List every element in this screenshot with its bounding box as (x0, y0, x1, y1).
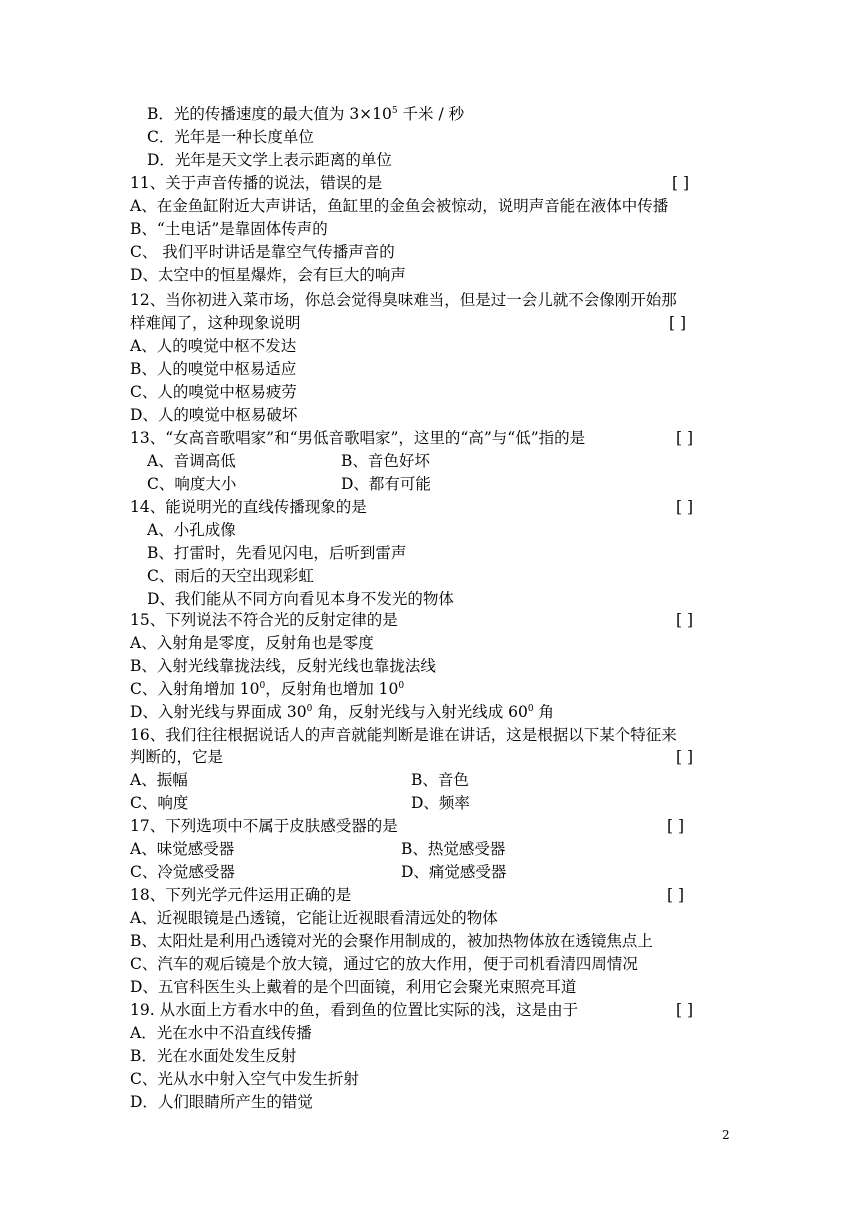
q15-option-d: D、入射光线与界面成 $30^0$ 角，反射光线与入射光线成 $60^0$ 角 (130, 703, 555, 721)
q19-option-d: D．人们眼睛所产生的错觉 (130, 1093, 313, 1111)
q13-option-d: D、都有可能 (341, 475, 431, 493)
q12-stem-line2: 样难闻了，这种现象说明 (130, 314, 301, 332)
page-number: 2 (722, 1128, 730, 1142)
q13-option-b: B、音色好坏 (341, 452, 430, 470)
q16-option-a: A、振幅 (130, 771, 188, 789)
q18-option-d: D、五官科医生头上戴着的是个凹面镜，利用它会聚光束照亮耳道 (130, 978, 577, 996)
q19-answer-bracket: [ ] (676, 1001, 694, 1019)
q11-answer-bracket: [ ] (672, 174, 690, 192)
q19-option-c: C、光从水中射入空气中发生折射 (130, 1070, 359, 1088)
q12-option-d: D、人的嗅觉中枢易破坏 (130, 406, 298, 424)
q11-option-d: D、太空中的恒星爆炸，会有巨大的响声 (130, 266, 406, 284)
q11-option-c: C、 我们平时讲话是靠空气传播声音的 (130, 243, 395, 261)
q18-answer-bracket: [ ] (667, 886, 685, 904)
q19-stem: 19. 从水面上方看水中的鱼，看到鱼的位置比实际的浅，这是由于 (130, 1001, 579, 1019)
q16-option-d: D、频率 (411, 794, 470, 812)
q13-option-c: C、响度大小 (147, 475, 237, 493)
q14-option-b: B、打雷时，先看见闪电，后听到雷声 (147, 544, 407, 562)
q13-answer-bracket: [ ] (676, 429, 694, 447)
q17-option-b: B、热觉感受器 (401, 840, 506, 858)
q12-option-c: C、人的嗅觉中枢易疲劳 (130, 383, 297, 401)
q17-answer-bracket: [ ] (667, 817, 685, 835)
q14-option-d: D、我们能从不同方向看见本身不发光的物体 (147, 590, 454, 608)
q19-option-a: A．光在水中不沿直线传播 (130, 1024, 312, 1042)
q10-option-b: B．光的传播速度的最大值为 $3\times 10^5$ 千米 / 秒 (147, 105, 465, 123)
q15-answer-bracket: [ ] (676, 611, 694, 629)
q16-option-b: B、音色 (411, 771, 469, 789)
q13-stem: 13、“女高音歌唱家”和“男低音歌唱家”，这里的“高”与“低”指的是 (130, 429, 586, 447)
q17-option-d: D、痛觉感受器 (401, 863, 507, 881)
q19-option-b: B．光在水面处发生反射 (130, 1047, 297, 1065)
q18-option-b: B、太阳灶是利用凸透镜对光的会聚作用制成的，被加热物体放在透镜焦点上 (130, 932, 653, 950)
q12-stem-line1: 12、当你初进入菜市场，你总会觉得臭味难当，但是过一会儿就不会像刚开始那 (130, 291, 677, 309)
q16-option-c: C、响度 (130, 794, 189, 812)
q12-option-a: A、人的嗅觉中枢不发达 (130, 337, 297, 355)
q14-option-a: A、小孔成像 (147, 521, 236, 539)
q15-option-a: A、入射角是零度，反射角也是零度 (130, 634, 374, 652)
q17-option-a: A、味觉感受器 (130, 840, 235, 858)
q18-option-c: C、汽车的观后镜是个放大镜，通过它的放大作用，便于司机看清四周情况 (130, 955, 638, 973)
q15-stem: 15、下列说法不符合光的反射定律的是 (130, 611, 398, 629)
q16-stem-line2: 判断的，它是 (130, 748, 224, 766)
q16-answer-bracket: [ ] (676, 748, 694, 766)
q11-option-b: B、“土电话”是靠固体传声的 (130, 220, 328, 238)
q16-stem-line1: 16、我们往往根据说话人的声音就能判断是谁在讲话，这是根据以下某个特征来 (130, 726, 677, 744)
q15-option-b: B、入射光线靠拢法线，反射光线也靠拢法线 (130, 657, 436, 675)
q10-option-c: C．光年是一种长度单位 (147, 128, 314, 146)
q11-stem: 11、关于声音传播的说法，错误的是 (130, 174, 383, 192)
q17-stem: 17、下列选项中不属于皮肤感受器的是 (130, 817, 398, 835)
q12-answer-bracket: [ ] (669, 314, 687, 332)
q13-option-a: A、音调高低 (147, 452, 236, 470)
q14-answer-bracket: [ ] (676, 498, 694, 516)
q18-stem: 18、下列光学元件运用正确的是 (130, 886, 352, 904)
q11-option-a: A、在金鱼缸附近大声讲话，鱼缸里的金鱼会被惊动，说明声音能在液体中传播 (130, 197, 669, 215)
q14-option-c: C、雨后的天空出现彩虹 (147, 567, 314, 585)
q15-option-c: C、入射角增加 $10^0$，反射角也增加 $10^0$ (130, 680, 405, 698)
q12-option-b: B、人的嗅觉中枢易适应 (130, 360, 297, 378)
q18-option-a: A、近视眼镜是凸透镜，它能让近视眼看清远处的物体 (130, 909, 498, 927)
q14-stem: 14、能说明光的直线传播现象的是 (130, 498, 367, 516)
q17-option-c: C、冷觉感受器 (130, 863, 235, 881)
q10-option-d: D．光年是天文学上表示距离的单位 (147, 151, 392, 169)
